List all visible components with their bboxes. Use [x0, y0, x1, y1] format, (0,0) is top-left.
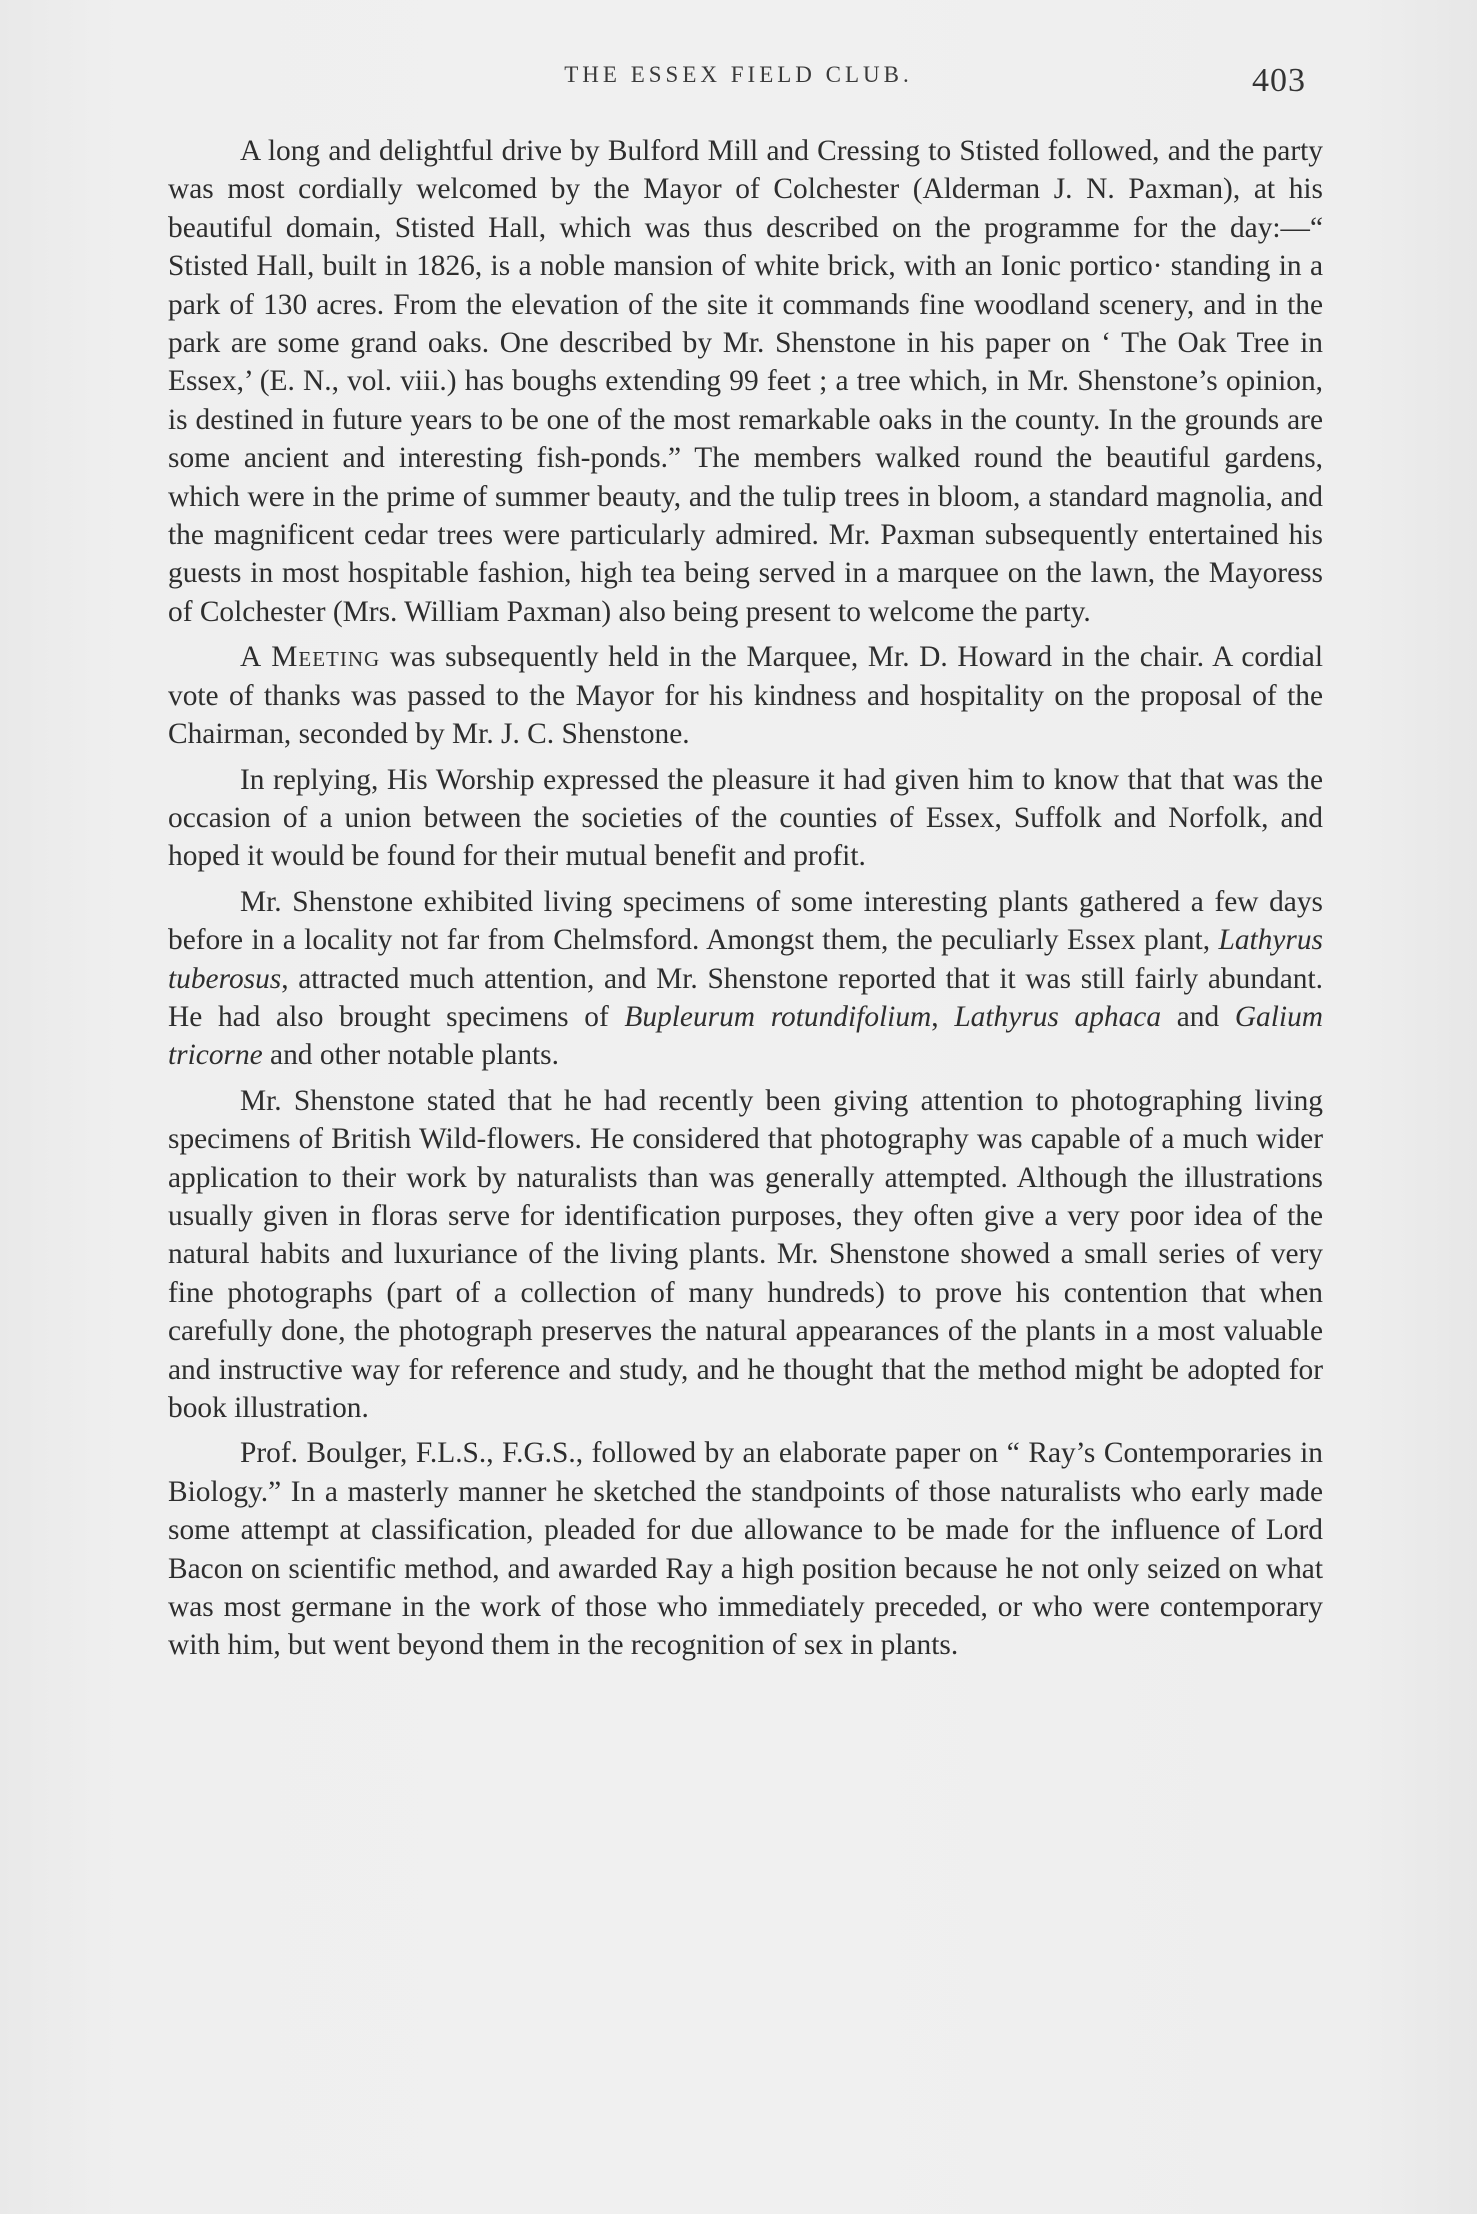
- running-head: THE ESSEX FIELD CLUB.: [564, 62, 913, 87]
- body-text: [168, 132, 1323, 1665]
- specimens-text-c: ,: [931, 1000, 955, 1033]
- meeting-smallcaps: A Meeting: [240, 641, 381, 674]
- paragraph-mayor-reply: In replying, His Worship expressed the pleasure it had given him to know that that was the occasion of a union between the societies of the counties of Essex, Suffolk and Norfolk, and hoped it would be found for their mutual benefit and profit.: [168, 763, 1323, 873]
- meeting-text: was subsequently held in the Marquee, Mr. D. Howard in the chair. A cordial vote of thanks was passed to the Mayor for his kindness and hospitality on the proposal of the Chairman, seconded by Mr. J. C. Shenstone.: [168, 641, 1323, 751]
- specimens-text-b: , attracted much attention, and Mr. Shenstone reported that it was still fairly abundant. He had also brought specimens of: [168, 962, 1323, 1033]
- species-galium-tricorne: Galium tricorne: [168, 1000, 1323, 1072]
- specimens-text-a: Mr. Shenstone exhibited living specimens of some interesting plants gathered a few days before in a locality not far from Chelmsford. Amongst them, the peculiarly Essex plant,: [168, 885, 1323, 957]
- specimens-text-d: and: [1161, 1000, 1235, 1033]
- specimens-text-e: and other notable plants.: [262, 1039, 559, 1072]
- paragraph-meeting: [168, 638, 1323, 753]
- species-lathyrus-aphaca: Lathyrus aphaca: [954, 1000, 1162, 1033]
- paragraph-photography: Mr. Shenstone stated that he had recently been giving attention to photographing living specimens of British Wild-flowers. He considered that photography was capable of a much wider application to their work by naturalists than was generally attempted. Although the illustrations usually given in floras serve for identification purposes, they often give a very poor idea of the natural habits and luxuriance of the living plants. Mr. Shenstone showed a small series of very fine photographs (part of a collection of many hundreds) to prove his contention that when carefully done, the photograph preserves the natural appearances of the plants in a most valuable and instructive way for reference and study, and he thought that the method might be adopted for book illustration.: [168, 1084, 1323, 1424]
- paragraph-stisted-hall-visit: A long and delightful drive by Bulford Mill and Cressing to Stisted followed, and the party was most cordially welcomed by the Mayor of Colchester (Alderman J. N. Paxman), at his beautiful domain, Stisted Hall, which was thus described on the programme for the day:—“ Stisted Hall, built in 1826, is a noble mansion of white brick, with an Ionic portico· standing in a park of 130 acres. From the elevation of the site it commands fine woodland scenery, and in the park are some grand oaks. One described by Mr. Shenstone in his paper on ‘ The Oak Tree in Essex,’ (E. N., vol. viii.) has boughs extending 99 feet ; a tree which, in Mr. Shenstone’s opinion, is destined in future years to be one of the most remarkable oaks in the county. In the grounds are some ancient and interesting fish-ponds.” The members walked round the beautiful gardens, which were in the prime of summer beauty, and the tulip trees in bloom, a standard magnolia, and the magnificent cedar trees were particularly admired. Mr. Paxman subsequently entertained his guests in most hospitable fashion, high tea being served in a marquee on the lawn, the Mayoress of Colchester (Mrs. William Paxman) also being present to welcome the party.: [168, 135, 1323, 628]
- paragraph-living-specimens: [168, 883, 1323, 1075]
- species-bupleurum-rotundifolium: Bupleurum rotundifolium: [624, 1000, 932, 1033]
- page-number: 403: [1252, 62, 1306, 99]
- species-lathyrus-tuberosus: Lathyrus tuberosus: [168, 924, 1323, 995]
- paragraph-boulger-paper: Prof. Boulger, F.L.S., F.G.S., followed by an elaborate paper on “ Ray’s Contemporaries in Biology.” In a masterly manner he sketched the standpoints of those naturalists who early made some attempt at classification, pleaded for due allowance to be made for the influence of Lord Bacon on scientific method, and awarded Ray a high position because he not only seized on what was most germane in the work of those who immediately preceded, or who were contemporary with him, but went beyond them in the recognition of sex in plants.: [168, 1437, 1323, 1662]
